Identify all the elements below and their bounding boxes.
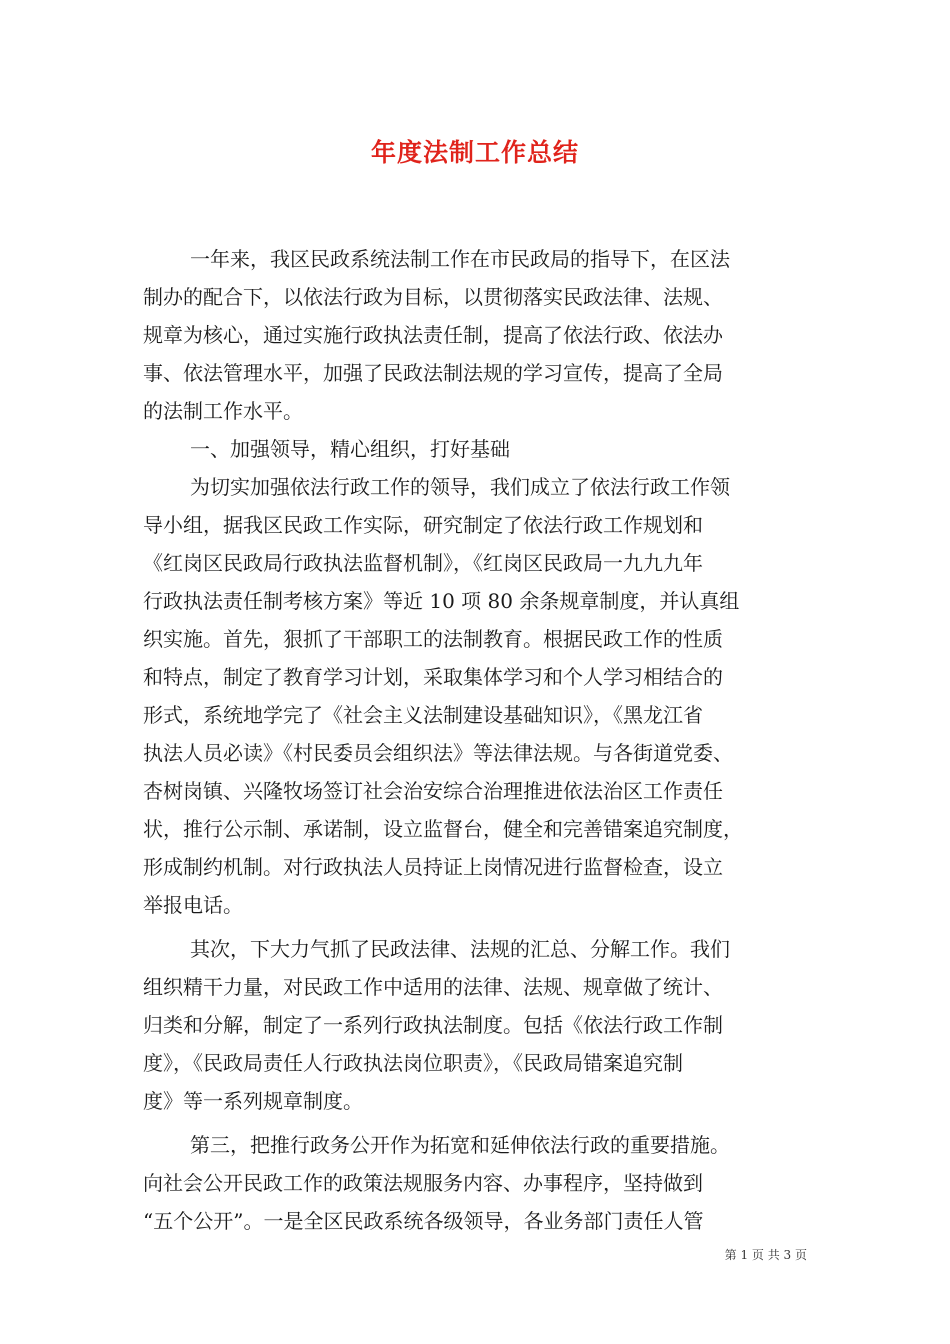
- text-line: 和特点，制定了教育学习计划，采取集体学习和个人学习相结合的: [143, 665, 723, 689]
- text-line: 行政执法责任制考核方案》等近 10 项 80 余条规章制度，并认真组: [143, 589, 740, 613]
- page-number: 第 1 页 共 3 页: [724, 1248, 807, 1262]
- text-line: 一年来，我区民政系统法制工作在市民政局的指导下，在区法: [190, 247, 730, 271]
- text-line: 形式，系统地学完了《社会主义法制建设基础知识》，《黑龙江省: [143, 703, 703, 727]
- text-line: 归类和分解，制定了一系列行政执法制度。包括《依法行政工作制: [143, 1013, 723, 1037]
- text-line: 形成制约机制。对行政执法人员持证上岗情况进行监督检查，设立: [143, 855, 723, 879]
- page-title: 年度法制工作总结: [370, 138, 579, 167]
- text-line: “五个公开”。一是全区民政系统各级领导，各业务部门责任人管: [143, 1209, 704, 1233]
- text-line: 组织精干力量，对民政工作中适用的法律、法规、规章做了统计、: [143, 975, 723, 999]
- text-line: 为切实加强依法行政工作的领导，我们成立了依法行政工作领: [190, 475, 730, 499]
- text-line: 举报电话。: [143, 893, 243, 917]
- text-line: 杏树岗镇、兴隆牧场签订社会治安综合治理推进依法治区工作责任: [143, 779, 723, 803]
- text-line: 度》等一系列规章制度。: [143, 1089, 363, 1113]
- text-line: 第三，把推行政务公开作为拓宽和延伸依法行政的重要措施。: [190, 1133, 730, 1157]
- text-line: 制办的配合下，以依法行政为目标，以贯彻落实民政法律、法规、: [143, 285, 723, 309]
- document-body: [143, 240, 811, 1240]
- text-line: 导小组，据我区民政工作实际，研究制定了依法行政工作规划和: [143, 513, 703, 537]
- text-line: 状，推行公示制、承诺制，设立监督台，健全和完善错案追究制度，: [143, 817, 743, 841]
- text-line: 一、加强领导，精心组织，打好基础: [190, 437, 510, 461]
- text-line: 《红岗区民政局行政执法监督机制》，《红岗区民政局一九九九年: [143, 551, 703, 575]
- text-line: 事、依法管理水平，加强了民政法制法规的学习宣传，提高了全局: [143, 361, 723, 385]
- text-line: 向社会公开民政工作的政策法规服务内容、办事程序，坚持做到: [143, 1171, 703, 1195]
- text-line: 其次，下大力气抓了民政法律、法规的汇总、分解工作。我们: [190, 937, 730, 961]
- text-line: 执法人员必读》《村民委员会组织法》等法律法规。与各街道党委、: [143, 741, 733, 765]
- text-line: 度》，《民政局责任人行政执法岗位职责》，《民政局错案追究制: [143, 1051, 683, 1075]
- text-line: 的法制工作水平。: [143, 399, 303, 423]
- text-line: 规章为核心，通过实施行政执法责任制，提高了依法行政、依法办: [143, 323, 723, 347]
- text-line: 织实施。首先，狠抓了干部职工的法制教育。根据民政工作的性质: [143, 627, 723, 651]
